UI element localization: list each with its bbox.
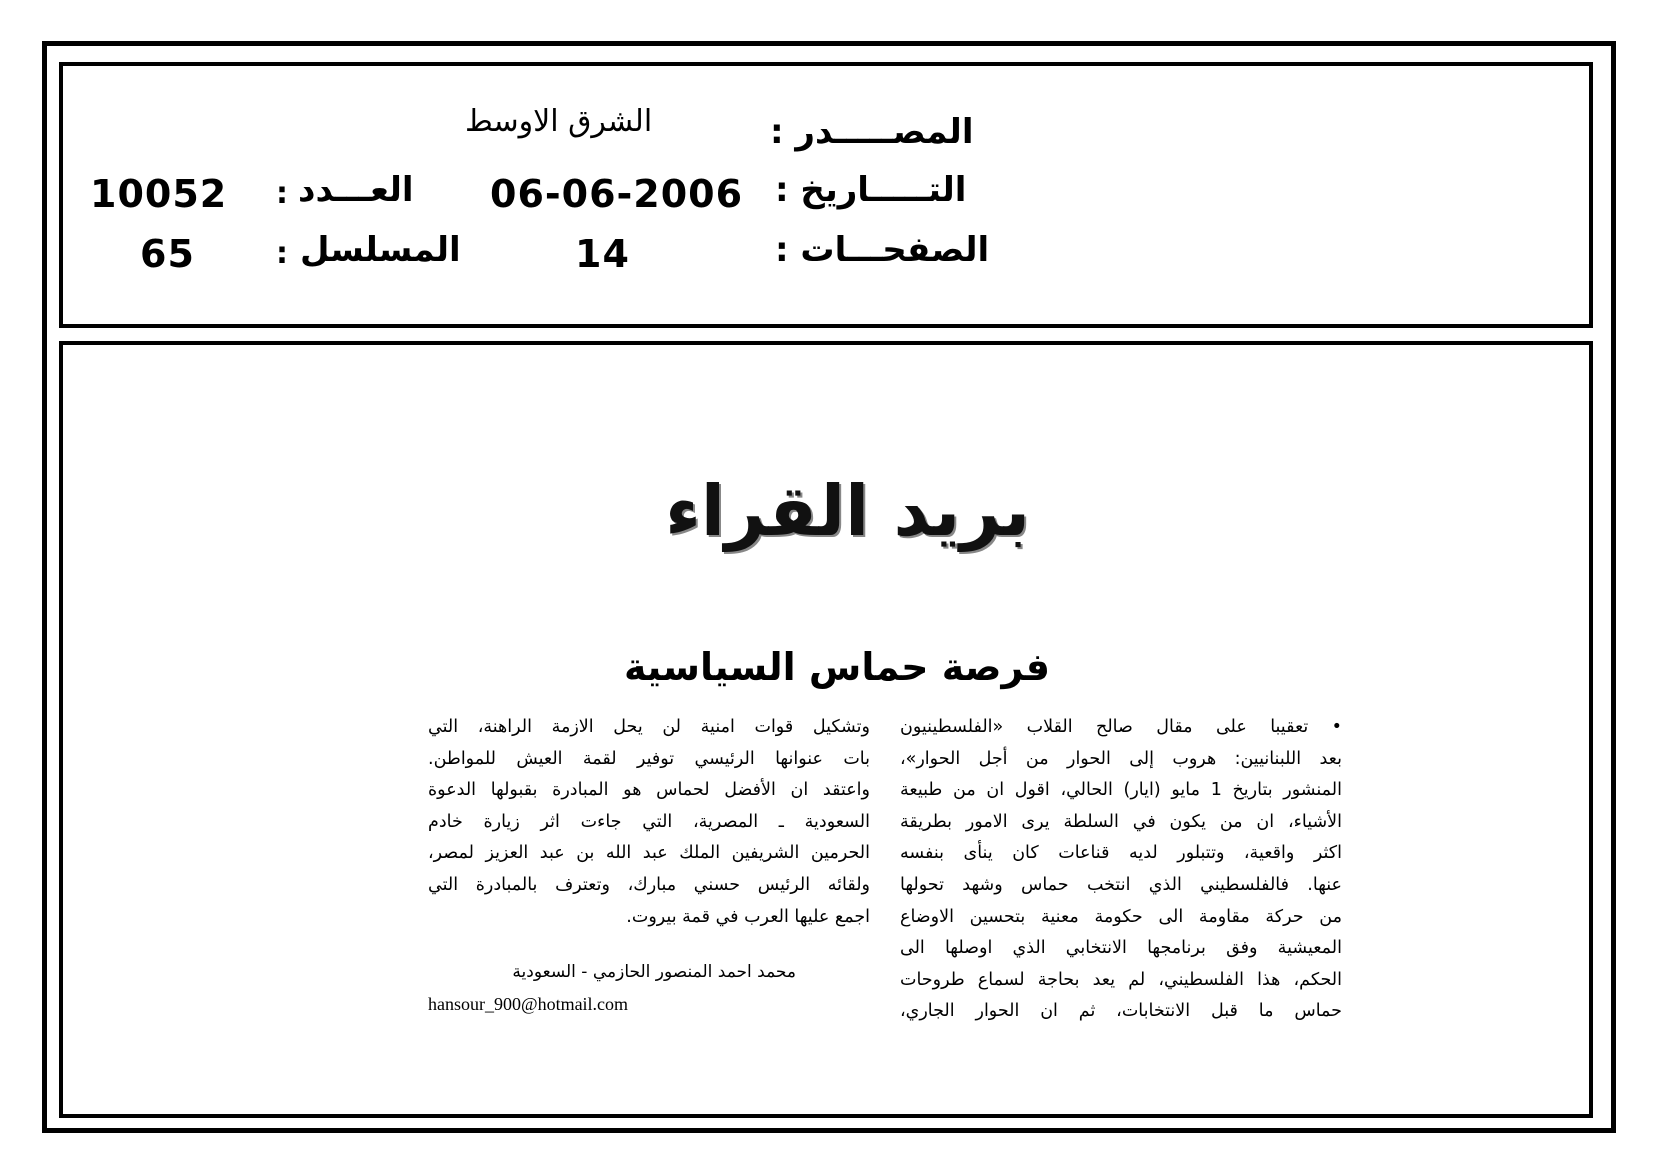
text-line: ولقائه الرئيس حسني مبارك، وتعترف بالمبادرة التي [428, 874, 870, 895]
issue-label: العـــدد [298, 170, 414, 210]
article-headline: فرصة حماس السياسية [624, 645, 1050, 689]
date-value: 06-06-2006 [490, 172, 744, 216]
date-label: التـــــاريخ : [775, 170, 967, 210]
text-line: السعودية ـ المصرية، التي جاءت اثر زيارة خادم [428, 811, 870, 832]
text-line: اجمع عليها العرب في قمة بيروت. [626, 906, 870, 927]
pages-value: 14 [575, 232, 630, 276]
text-line: المعيشية وفق برنامجها الانتخابي الذي اوصلها الى [900, 938, 1342, 959]
text-line: من حركة مقاومة الى حكومة معنية بتحسين الاوضاع [900, 906, 1342, 927]
text-line: الأشياء، ان من يكون في السلطة يرى الامور بطريقة [900, 811, 1342, 832]
text-line: اكثر واقعية، وتتبلور لديه قناعات كان ينأى بنفسه [900, 843, 1342, 864]
text-line: حماس ما قبل الانتخابات، ثم ان الحوار الجاري، [900, 1001, 1342, 1022]
text-line: وتشكيل قوات امنية لن يحل الازمة الراهنة، التي [428, 717, 870, 737]
pages-label: الصفحـــات : [775, 230, 990, 270]
text-line: الحرمين الشريفين الملك عبد الله بن عبد العزيز لمصر، [428, 843, 870, 864]
article-column-left [428, 712, 870, 933]
serial-value: 65 [140, 232, 195, 276]
serial-label: المسلسل [300, 230, 461, 270]
text-line: عنها. فالفلسطيني الذي انتخب حماس وشهد تحولها [900, 874, 1342, 895]
text-line: واعتقد ان الأفضل لحماس هو المبادرة بقبولها الدعوة [428, 780, 870, 801]
article-column-right [900, 712, 1342, 1028]
text-line: بات عنوانها الرئيسي توفير لقمة العيش للمواطن. [428, 748, 870, 769]
text-line: • تعقيبا على مقال صالح القلاب «الفلسطينيون [900, 717, 1342, 737]
source-label: المصـــــدر : [770, 112, 974, 152]
author-signature: محمد احمد المنصور الحازمي - السعودية [512, 962, 796, 982]
text-line: الحكم، هذا الفلسطيني، لم يعد بحاجة لسماع طروحات [900, 969, 1342, 990]
source-value: الشرق الاوسط [465, 104, 653, 139]
author-email: hansour_900@hotmail.com [428, 994, 629, 1014]
issue-colon: : [276, 176, 288, 211]
text-line: بعد اللبنانيين: هروب إلى الحوار من أجل الحوار»، [900, 748, 1342, 769]
issue-value: 10052 [90, 172, 228, 216]
section-title: بريد القراء [665, 470, 1030, 552]
text-line: المنشور بتاريخ 1 مايو (ايار) الحالي، اقول ان من طبيعة [900, 780, 1342, 801]
serial-colon: : [276, 236, 288, 271]
